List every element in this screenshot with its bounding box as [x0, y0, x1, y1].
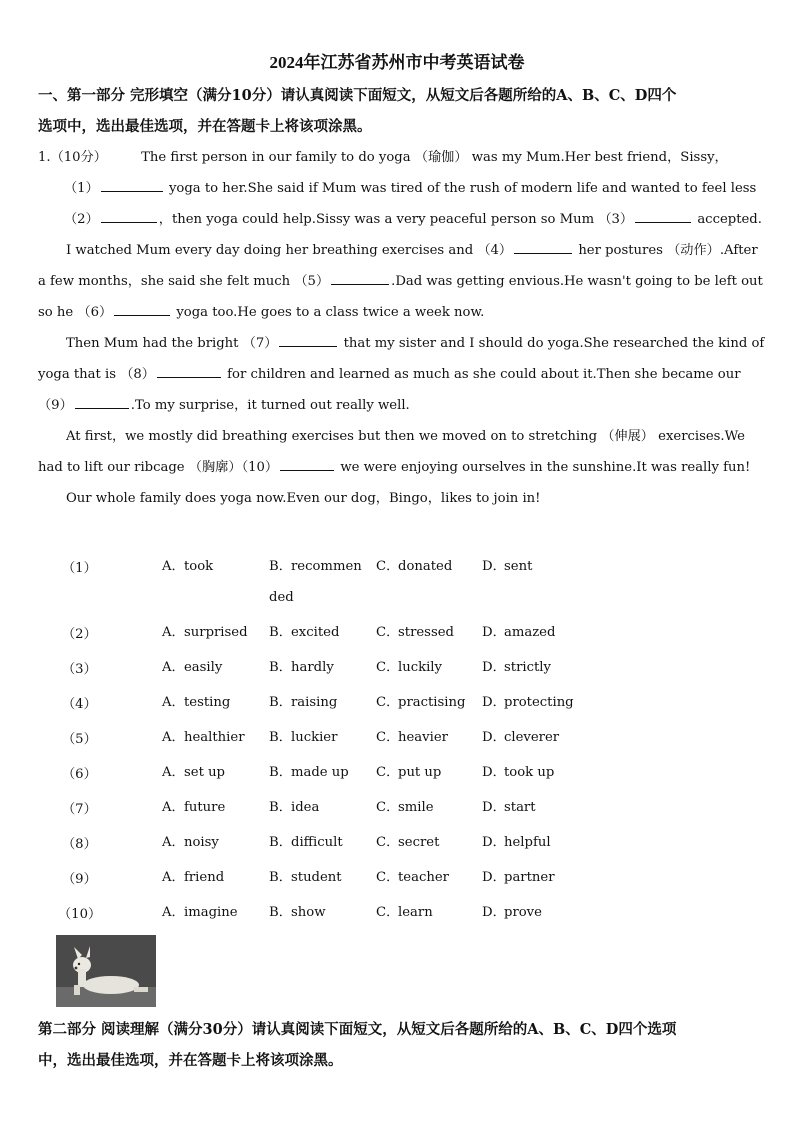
- option-row: [38, 757, 756, 792]
- option-a[interactable]: A．future: [162, 800, 226, 815]
- option-c[interactable]: C．smile: [376, 800, 434, 815]
- option-number: （3）: [62, 662, 97, 677]
- passage-text: a few months，she said she felt much （5）: [38, 274, 330, 289]
- option-d[interactable]: D．protecting: [482, 695, 574, 710]
- option-d[interactable]: D．partner: [482, 870, 555, 885]
- answer-blank: [280, 458, 334, 471]
- option-c[interactable]: C．learn: [376, 905, 433, 920]
- option-number: （9）: [62, 872, 97, 887]
- option-row: [38, 652, 756, 687]
- answer-blank: [101, 179, 163, 192]
- option-a[interactable]: A．noisy: [162, 835, 219, 850]
- answer-blank: [114, 303, 170, 316]
- option-d[interactable]: D．helpful: [482, 835, 551, 850]
- option-row: [38, 862, 756, 897]
- passage-line: [38, 142, 756, 173]
- passage-text: yoga to her.She said if Mum was tired of the rush of modern life and wanted to feel less: [164, 181, 757, 196]
- part2-heading: [38, 1014, 760, 1076]
- option-d[interactable]: D．strictly: [482, 660, 551, 675]
- option-d[interactable]: D．amazed: [482, 625, 556, 640]
- passage-line: [38, 390, 756, 421]
- answer-blank: [75, 396, 129, 409]
- option-b[interactable]: B．recommended: [269, 559, 362, 605]
- blank-number: （1）: [64, 181, 99, 196]
- passage-line: Our whole family does yoga now.Even our dog，Bingo，likes to join in!: [66, 491, 541, 506]
- option-a[interactable]: A．took: [162, 559, 214, 574]
- part2-heading-line2: 中，选出最佳选项，并在答题卡上将该项涂黑。: [38, 1052, 343, 1069]
- option-number: （5）: [62, 732, 97, 747]
- option-number: （4）: [62, 697, 97, 712]
- passage-text: I watched Mum every day doing her breathing exercises and （4）: [66, 243, 513, 258]
- option-a[interactable]: A．testing: [162, 695, 231, 710]
- passage-text: that my sister and I should do yoga.She researched the kind of: [339, 336, 765, 351]
- option-b[interactable]: B．excited: [269, 625, 340, 640]
- passage-text: we were enjoying ourselves in the sunshine.It was really fun!: [336, 460, 751, 475]
- option-c[interactable]: C．practising: [376, 695, 466, 710]
- option-b[interactable]: B．hardly: [269, 660, 334, 675]
- option-number: （7）: [62, 802, 97, 817]
- options-table: [38, 551, 756, 932]
- passage-text: The first person in our family to do yoga （瑜伽） was my Mum.Her best friend，Sissy，: [141, 150, 728, 165]
- cloze-passage: [38, 142, 765, 514]
- option-d[interactable]: D．took up: [482, 765, 555, 780]
- passage-line: [38, 359, 756, 390]
- option-c[interactable]: C．put up: [376, 765, 442, 780]
- option-a[interactable]: A．set up: [162, 765, 225, 780]
- passage-text: .To my surprise，it turned out really well.: [130, 398, 410, 413]
- option-row: [38, 687, 756, 722]
- passage-line: [38, 452, 756, 483]
- option-b[interactable]: B．show: [269, 905, 326, 920]
- passage-line: [38, 204, 762, 235]
- yoga-dog-photo: [56, 935, 156, 1007]
- option-b[interactable]: B．made up: [269, 765, 349, 780]
- option-number: （6）: [62, 767, 97, 782]
- option-row: [38, 551, 756, 617]
- option-number: （8）: [62, 837, 97, 852]
- passage-line: [38, 328, 765, 359]
- blank-number: （9）: [38, 398, 73, 413]
- option-a[interactable]: A．imagine: [162, 905, 238, 920]
- blank-number: （2）: [64, 212, 99, 227]
- option-number: （2）: [62, 627, 97, 642]
- answer-blank: [157, 365, 221, 378]
- option-c[interactable]: C．secret: [376, 835, 440, 850]
- passage-text: for children and learned as much as she could about it.Then she became our: [222, 367, 741, 382]
- answer-blank: [331, 272, 389, 285]
- answer-blank: [279, 334, 337, 347]
- passage-text: accepted.: [693, 212, 762, 227]
- option-c[interactable]: C．teacher: [376, 870, 449, 885]
- option-b[interactable]: B．student: [269, 870, 342, 885]
- part2-heading-line1: 第二部分 阅读理解（满分30分）请认真阅读下面短文，从短文后各题所给的A、B、C、D四个选项: [38, 1021, 677, 1038]
- passage-text: so he （6）: [38, 305, 113, 320]
- option-row: [38, 827, 756, 862]
- option-a[interactable]: A．healthier: [162, 730, 245, 745]
- passage-text: ，then yoga could help.Sissy was a very peaceful person so Mum （3）: [158, 212, 634, 227]
- passage-line: [38, 266, 763, 297]
- option-c[interactable]: C．heavier: [376, 730, 448, 745]
- passage-line: [38, 235, 756, 266]
- option-c[interactable]: C．luckily: [376, 660, 442, 675]
- passage-text: .Dad was getting envious.He wasn't going to be left out: [391, 274, 763, 289]
- part1-heading-line2: 选项中，选出最佳选项，并在答题卡上将该项涂黑。: [38, 118, 372, 135]
- part1-heading: [38, 80, 760, 142]
- option-b[interactable]: B．difficult: [269, 835, 343, 850]
- option-d[interactable]: D．start: [482, 800, 536, 815]
- option-row: [38, 897, 756, 932]
- passage-text: had to lift our ribcage （胸廓）（10）: [38, 460, 279, 475]
- option-d[interactable]: D．prove: [482, 905, 542, 920]
- page-title: 2024年江苏省苏州市中考英语试卷: [269, 53, 525, 72]
- passage-line: [38, 297, 756, 328]
- answer-blank: [635, 210, 691, 223]
- passage-line: At first，we mostly did breathing exercises but then we moved on to stretching （伸展） exercises.We: [66, 429, 745, 444]
- passage-text: yoga that is （8）: [38, 367, 155, 382]
- option-a[interactable]: A．easily: [162, 660, 223, 675]
- option-b[interactable]: B．idea: [269, 800, 320, 815]
- passage-line: [38, 173, 756, 204]
- dog-illustration: [56, 935, 156, 1007]
- option-row: [38, 792, 756, 827]
- option-a[interactable]: A．friend: [162, 870, 225, 885]
- answer-blank: [101, 210, 157, 223]
- passage-text: her postures （动作）.After: [574, 243, 758, 258]
- passage-text: Then Mum had the bright （7）: [66, 336, 278, 351]
- option-number: （10）: [58, 907, 102, 922]
- option-b[interactable]: B．raising: [269, 695, 338, 710]
- option-b[interactable]: B．luckier: [269, 730, 338, 745]
- option-d[interactable]: D．cleverer: [482, 730, 560, 745]
- part1-heading-line1: 一、第一部分 完形填空（满分10分）请认真阅读下面短文，从短文后各题所给的A、B、C、D四个: [38, 87, 677, 104]
- option-number: （1）: [62, 561, 97, 576]
- option-a[interactable]: A．surprised: [162, 625, 248, 640]
- passage-text: yoga too.He goes to a class twice a week now.: [172, 305, 485, 320]
- option-row: [38, 617, 756, 652]
- option-c[interactable]: C．donated: [376, 559, 453, 574]
- option-d[interactable]: D．sent: [482, 559, 533, 574]
- option-c[interactable]: C．stressed: [376, 625, 454, 640]
- question-number: 1.（10分）: [38, 150, 107, 165]
- answer-blank: [514, 241, 572, 254]
- option-row: [38, 722, 756, 757]
